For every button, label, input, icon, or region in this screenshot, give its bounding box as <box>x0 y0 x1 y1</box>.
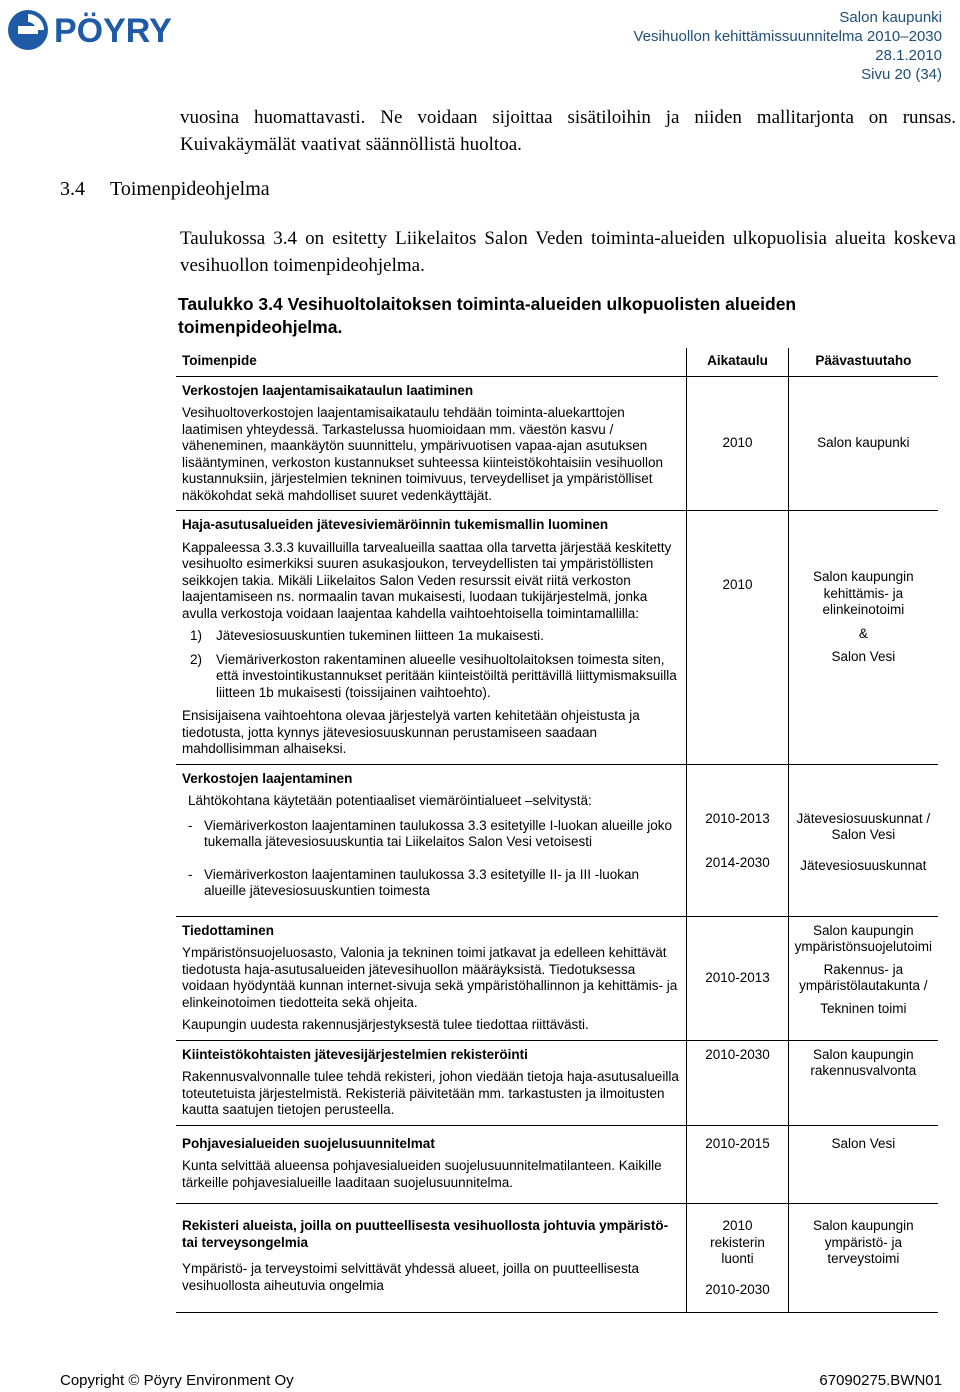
item-text: Viemäriverkoston laajentaminen taulukossa 3.3 esitetyille II- ja III -luokan alueille jätevesiosuuskuntien toimesta <box>204 866 639 898</box>
row-responsible: Salon kaupungin <box>813 569 914 584</box>
row-schedule: 2010 <box>722 435 753 450</box>
section-paragraph: Taulukossa 3.4 on esitetty Liikelaitos Salon Veden toiminta-alueiden ulkopuolisia alueita koskeva vesihuollon toimenpideohjelma. <box>180 228 956 276</box>
option-text: Viemäriverkoston rakentaminen alueelle vesihuoltolaitoksen toimesta siten, että investointikustannukset peritään kiinteistöiltä perittävillä liittymismaksuilla liitteen 1b mukaisesti (toissijainen vaihtoehto). <box>216 651 677 700</box>
row-text: Ympäristönsuojeluosasto, Valonia ja tekninen toimi jatkavat ja edelleen kehittävät tiedotusta haja-asutusalueiden jätevesihuollon määräyksistä. Tiedotuksessa voidaan hyödyntää kunnan internet-sivuja sekä ympäristöhallinnon ja kehittämis- ja elinkeinotoimen tiedotteita sekä ohjeita. <box>182 945 678 1010</box>
items-list <box>182 818 680 900</box>
table-row <box>176 764 938 916</box>
measures-table <box>176 348 938 1313</box>
table-row <box>176 511 938 765</box>
header-page: Sivu 20 (34) <box>861 66 942 83</box>
row-responsible: Rakennus- ja ympäristölautakunta / <box>799 961 928 993</box>
table-row <box>176 916 938 1040</box>
list-item <box>182 818 680 851</box>
row-schedule: 2010 <box>722 577 753 593</box>
row-schedule: 2010-2030 <box>705 1046 770 1062</box>
row-text: Rakennusvalvonnalle tulee tehdä rekisteri, johon viedään tietoja haja-asutusalueilla toteutetuista järjestelmistä. Rekisteriä päivitetään mm. tarkastusten ja ilmoitusten kautta saatujen tietojen perusteella. <box>182 1069 679 1117</box>
header-document: Vesihuollon kehittämissuunnitelma 2010–2030 <box>633 28 942 45</box>
row-schedule: 2010-2013 <box>705 969 770 985</box>
poyry-logo <box>4 6 244 52</box>
row-title: Pohjavesialueiden suojelusuunnitelmat <box>182 1135 435 1151</box>
row-responsible: Jätevesiosuuskunnat <box>800 857 927 873</box>
row-text: Vesihuoltoverkostojen laajentamisaikataulu tehdään toiminta-aluekarttojen laatimisen yhteydessä. Tarkastelussa huomioidaan mm. väestön kasvu / väheneminen, maankäytön suunnittelu, ympärivuotisen vapaa-ajan asutuksen lisääntyminen, verkoston kustannukset suhteessa kiinteistökohtaisiin vesihuollon kustannuksiin, järjestelmien tekninen toimivuus, terveydelliset ja ympäristölliset näkökohdat sekä mahdolliset suuret vedenkäyttäjät. <box>182 405 664 503</box>
item-text: Viemäriverkoston laajentaminen taulukossa 3.3 esitetyille I-luokan alueille joko tukemalla jätevesiosuuskuntia tai Liikelaitos Salon Vesi vetoisesti <box>204 817 673 849</box>
row-responsible: Salon kaupungin ympäristö- ja terveystoimi <box>813 1218 914 1266</box>
header-date: 28.1.2010 <box>875 47 942 64</box>
row-text: Kappaleessa 3.3.3 kuvailluilla tarvealueilla saattaa olla tarvetta järjestää keskitetty vesihuolto esimerkiksi suuren asukasjoukon, terveydellisten tai ympäristöllisten seikkojen takia. Mikäli Liikelaitos Salon Veden resurssit eivät riitä verkoston laajentamiseen ns. normaalin tavan mukaisesti, luodaan tukijärjestelmä, jonka avulla verkostoja voidaan laajentaa kahdella vaihtoehtoisella toimintamallilla: <box>182 539 672 621</box>
row-text-2: Ensisijaisena vaihtoehtona olevaa järjestelyä varten kehitetään ohjeistusta ja tiedotusta, jotta kynnys jätevesiosuuskunnan perustamiseen saadaan mahdollisimman alhaiseksi. <box>182 708 640 756</box>
logo-text: PÖYRY <box>54 12 172 50</box>
row-schedule: 2010 <box>722 1218 753 1233</box>
list-item <box>182 628 680 645</box>
row-responsible: Salon Vesi <box>831 1135 896 1151</box>
item-dash: - <box>188 866 193 882</box>
row-responsible: Salon Vesi <box>831 649 896 664</box>
option-text: Jätevesiosuuskuntien tukeminen liitteen 1a mukaisesti. <box>216 628 544 643</box>
row-title: Kiinteistökohtaisten jätevesijärjestelmien rekisteröinti <box>182 1046 528 1062</box>
table-row <box>176 376 938 511</box>
list-item <box>182 867 680 900</box>
row-schedule: luonti <box>721 1251 754 1266</box>
row-schedule: 2010-2030 <box>705 1281 770 1297</box>
header-schedule: Aikataulu <box>687 348 788 376</box>
table-row <box>176 1204 938 1313</box>
header-responsible: Päävastuutaho <box>788 348 938 376</box>
intro-paragraph: vuosina huomattavasti. Ne voidaan sijoittaa sisätiloihin ja niiden mallitarjonta on runsas. Kuivakäymälät vaativat säännöllistä huoltoa. <box>180 107 956 155</box>
row-title: Haja-asutusalueiden jätevesiviemäröinnin tukemismallin luominen <box>182 517 609 532</box>
row-responsible: Jätevesiosuuskunnat / Salon Vesi <box>796 810 931 842</box>
row-text: Kunta selvittää alueensa pohjavesialueiden suojelusuunnitelmatilanteen. Kaikille tärkeille pohjavesialueille laaditaan suojelusuunnitelma. <box>182 1158 662 1190</box>
row-text: Ympäristö- ja terveystoimi selvittävät yhdessä alueet, joilla on puutteellisesta vesihuollosta aiheutuvia ongelmia <box>182 1261 639 1293</box>
row-schedule: 2010-2015 <box>705 1135 770 1151</box>
table-row <box>176 1125 938 1204</box>
footer-doc-id: 67090275.BWN01 <box>819 1372 942 1389</box>
row-schedule: 2010-2013 <box>705 810 770 826</box>
row-text-2: Kaupungin uudesta rakennusjärjestyksestä tulee tiedottaa riittävästi. <box>182 1017 589 1032</box>
section-number: 3.4 <box>60 178 85 200</box>
header-client: Salon kaupunki <box>839 9 942 26</box>
section-heading <box>60 176 270 203</box>
list-item <box>182 652 680 702</box>
table-row <box>176 1040 938 1125</box>
row-title: Rekisteri alueista, joilla on puutteellisesta vesihuollosta johtuvia ympäristö- tai terveysongelmia <box>182 1218 669 1250</box>
row-title: Tiedottaminen <box>182 922 275 938</box>
section-title: Toimenpideohjelma <box>110 178 270 200</box>
row-title: Verkostojen laajentamisaikataulun laatiminen <box>182 382 474 398</box>
row-responsible: elinkeinotoimi <box>822 602 905 617</box>
row-responsible: Salon kaupunki <box>817 435 910 450</box>
row-responsible: Salon kaupungin rakennusvalvonta <box>810 1046 917 1078</box>
row-title: Verkostojen laajentaminen <box>182 770 353 786</box>
row-schedule: rekisterin <box>710 1234 765 1250</box>
footer-copyright: Copyright © Pöyry Environment Oy <box>60 1372 294 1389</box>
row-intro: Lähtökohtana käytetään potentiaaliset viemäröintialueet –selvitystä: <box>188 793 592 808</box>
row-responsible: & <box>858 625 868 641</box>
header-measure: Toimenpide <box>176 348 687 376</box>
option-number: 2) <box>190 651 203 667</box>
row-responsible: Salon kaupungin ympäristönsuojelutoimi <box>794 922 932 954</box>
row-responsible: kehittämis- ja <box>823 585 904 601</box>
row-schedule: 2014-2030 <box>705 855 770 870</box>
table-caption: Taulukko 3.4 Vesihuoltolaitoksen toiminta-alueiden ulkopuolisten alueiden toimenpideohjelma. <box>178 294 797 337</box>
option-number: 1) <box>190 628 203 643</box>
options-list <box>182 628 680 701</box>
item-dash: - <box>188 817 193 833</box>
row-responsible: Tekninen toimi <box>820 1000 907 1016</box>
